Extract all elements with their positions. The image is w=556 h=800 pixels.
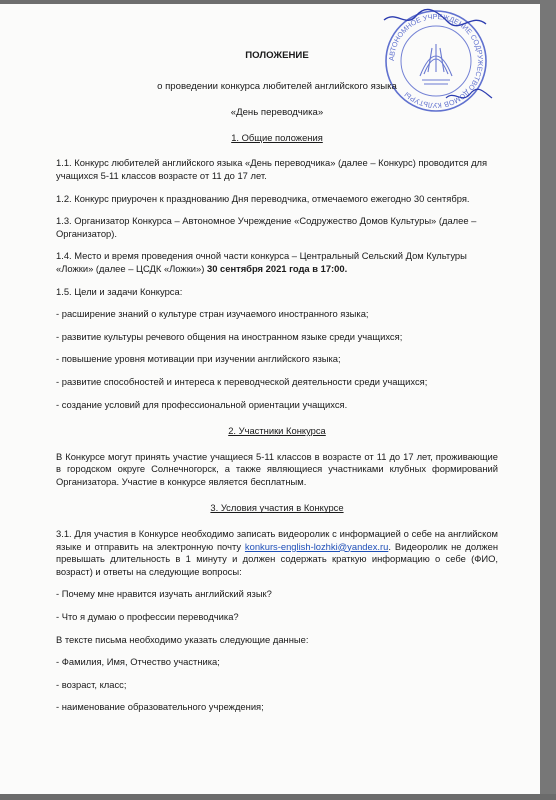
event-date: 30 сентября 2021 года в 17:00. bbox=[206, 262, 348, 274]
paragraph-1-4 bbox=[56, 250, 498, 275]
document-body bbox=[56, 50, 498, 724]
paragraph-3-1 bbox=[56, 528, 498, 578]
paragraph-1-3: 1.3. Организатор Конкурса – Автономное Учреждение «Содружество Домов Культуры» (далее – Организатор). bbox=[56, 215, 477, 239]
goal-item: - развитие способностей и интереса к переводческой деятельности среди учащихся; bbox=[56, 375, 428, 387]
goal-item: - повышение уровня мотивации при изучении английского языка; bbox=[56, 353, 341, 365]
document-page bbox=[0, 4, 540, 794]
section-heading-participants: 2. Участники Конкурса bbox=[228, 425, 326, 437]
question-item: - Что я думаю о профессии переводчика? bbox=[56, 611, 239, 623]
goal-item: - развитие культуры речевого общения на иностранном языке среди учащихся; bbox=[56, 330, 403, 342]
viewer-bottom-edge bbox=[0, 794, 556, 800]
letter-item: - Фамилия, Имя, Отчество участника; bbox=[56, 656, 220, 668]
goals-heading: 1.5. Цели и задачи Конкурса: bbox=[56, 285, 183, 297]
section-heading-general: 1. Общие положения bbox=[231, 131, 323, 143]
document-subtitle: о проведении конкурса любителей английского языка bbox=[157, 80, 397, 92]
contest-name: «День переводчика» bbox=[230, 107, 324, 119]
letter-intro: В тексте письма необходимо указать следующие данные: bbox=[56, 633, 309, 645]
contest-email-link[interactable]: konkurs-english-lozhki@yandex.ru bbox=[244, 540, 389, 552]
paragraph-1-2: 1.2. Конкурс приурочен к празднованию Дня переводчика, отмечаемого ежегодно 30 сентября. bbox=[56, 192, 470, 204]
question-item: - Почему мне нравится изучать английский язык? bbox=[56, 588, 272, 600]
paragraph-3-1-text: 3.1. Для участия в Конкурсе необходимо записать видеоролик с информацией о себе на английском языке и отправить на электронную почту bbox=[56, 528, 498, 552]
paragraph-1-4-text: 1.4. Место и время проведения очной части конкурса – Центральный Сельский Дом Культуры «Ложки» (далее – ЦСДК «Ложки») bbox=[56, 250, 467, 274]
goal-item: - создание условий для профессиональной ориентации учащихся. bbox=[56, 398, 348, 410]
letter-item: - наименование образовательного учреждения; bbox=[56, 701, 264, 713]
participants-paragraph: В Конкурсе могут принять участие учащиеся 5-11 классов в возрасте от 11 до 17 лет, проживающие в городском округе Солнечногорск, а также являющиеся участниками клубных формирований Организатора. Участие в конкурсе является бесплатным. bbox=[56, 450, 498, 487]
letter-item: - возраст, класс; bbox=[56, 678, 127, 690]
goal-item: - расширение знаний о культуре стран изучаемого иностранного языка; bbox=[56, 308, 369, 320]
section-heading-conditions: 3. Условия участия в Конкурсе bbox=[210, 502, 344, 514]
viewer-right-edge bbox=[540, 0, 556, 800]
stamp-ring-text: АВТОНОМНОЕ УЧРЕЖДЕНИЕ СОДРУЖЕСТВО ДОМОВ КУЛЬТУРЫ bbox=[386, 11, 486, 111]
paragraph-3-1-rest: . Видеоролик не должен превышать длительность в 1 минуту и должен содержать краткую информацию о себе (ФИО, возраст) и ответы на следующие вопросы: bbox=[56, 540, 498, 577]
paragraph-1-1: 1.1. Конкурс любителей английского языка «День переводчика» (далее – Конкурс) проводится для учащихся 5-11 классов возрасте от 11 до 17 лет. bbox=[56, 157, 488, 181]
document-title: ПОЛОЖЕНИЕ bbox=[245, 50, 309, 61]
